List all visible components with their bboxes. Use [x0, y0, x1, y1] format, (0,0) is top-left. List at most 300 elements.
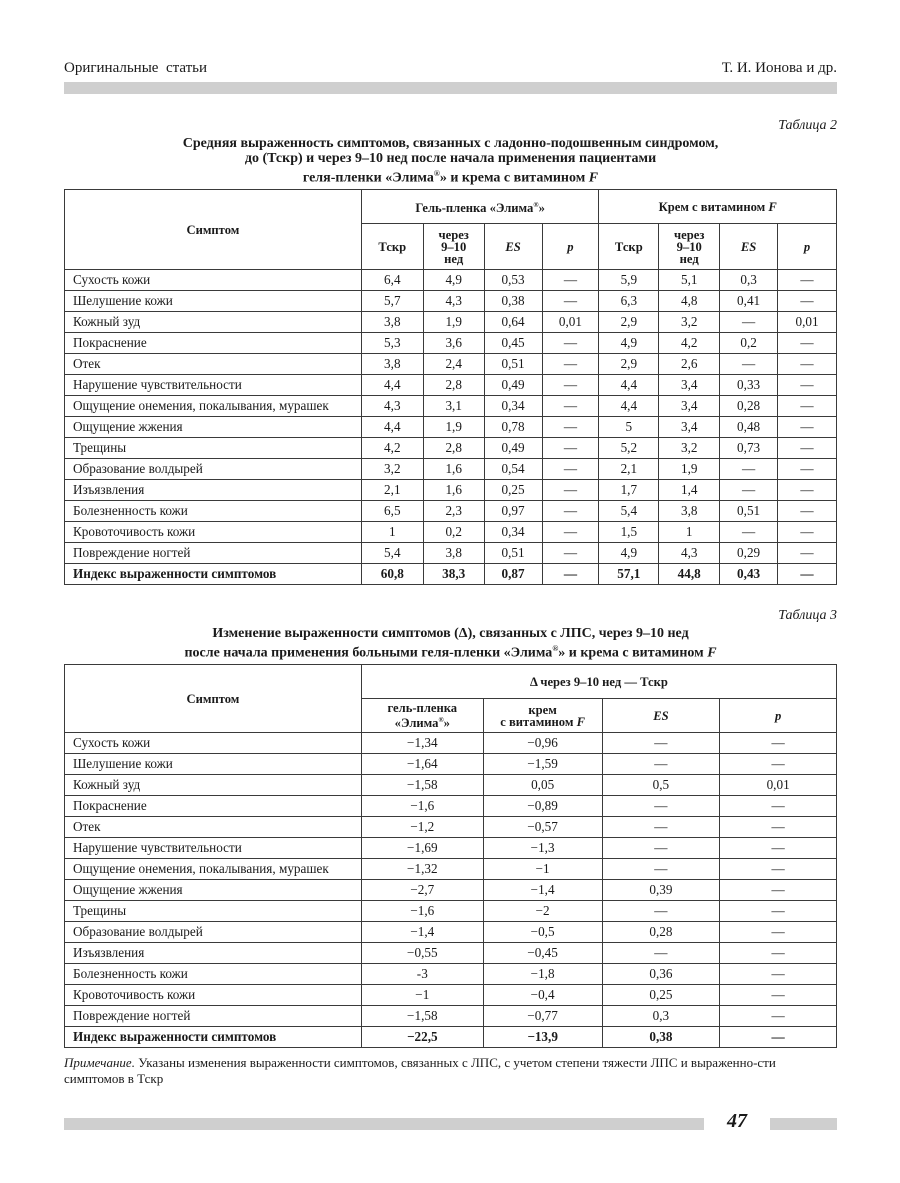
value-cell: 4,3: [423, 291, 484, 312]
value-cell: 2,9: [599, 354, 659, 375]
value-cell: —: [720, 522, 778, 543]
running-header: [64, 60, 837, 80]
value-cell: 0,3: [720, 270, 778, 291]
value-cell: —: [720, 1006, 837, 1027]
symptom-cell: Нарушение чувствительности: [65, 375, 362, 396]
symptom-cell: Повреждение ногтей: [65, 1006, 362, 1027]
symptom-cell: Трещины: [65, 901, 362, 922]
value-cell: —: [778, 417, 837, 438]
symptom-cell: Болезненность кожи: [65, 964, 362, 985]
value-cell: −0,55: [361, 943, 483, 964]
registered-mark: ®: [552, 644, 559, 653]
symptom-cell: Покраснение: [65, 333, 362, 354]
value-cell: —: [720, 754, 837, 775]
value-cell: —: [542, 459, 599, 480]
value-cell: −1,8: [483, 964, 602, 985]
value-cell: −0,77: [483, 1006, 602, 1027]
value-cell: —: [720, 985, 837, 1006]
value-cell: −0,45: [483, 943, 602, 964]
value-cell: —: [542, 564, 599, 585]
total-row: [65, 1027, 837, 1048]
value-cell: 1,9: [423, 312, 484, 333]
table3-title: [64, 626, 837, 661]
symptom-cell: Сухость кожи: [65, 733, 362, 754]
symptom-cell: Отек: [65, 817, 362, 838]
value-cell: 4,9: [599, 333, 659, 354]
value-cell: 4,3: [659, 543, 720, 564]
value-cell: 2,1: [361, 480, 423, 501]
value-cell: —: [602, 796, 720, 817]
journal-section: Оригинальные статьи: [64, 60, 208, 76]
value-cell: 0,34: [484, 396, 542, 417]
value-cell: −13,9: [483, 1027, 602, 1048]
value-cell: —: [542, 522, 599, 543]
table2-header-es-1: ES: [484, 224, 542, 270]
table3-title-f: F: [707, 645, 717, 661]
footer-rule-left: [64, 1118, 704, 1130]
value-cell: 0,25: [602, 985, 720, 1006]
value-cell: 5,1: [659, 270, 720, 291]
gel-col-line1: гель-пленка: [387, 700, 458, 715]
symptom-cell: Покраснение: [65, 796, 362, 817]
table3-header-delta: Δ через 9–10 нед — Тскр: [361, 665, 836, 699]
value-cell: 6,3: [599, 291, 659, 312]
table2-header-after-1: [423, 224, 484, 270]
value-cell: 4,8: [659, 291, 720, 312]
value-cell: −0,5: [483, 922, 602, 943]
value-cell: 0,49: [484, 438, 542, 459]
table-row: [65, 754, 837, 775]
after-line2: 9–10: [441, 239, 467, 254]
value-cell: —: [720, 838, 837, 859]
symptom-cell: Трещины: [65, 438, 362, 459]
table-row: [65, 943, 837, 964]
after-line2: 9–10: [676, 239, 702, 254]
table2-title-line1: Средняя выраженность симптомов, связанных с ладонно-подошвенным синдромом,: [182, 136, 719, 151]
value-cell: —: [720, 922, 837, 943]
table-row: [65, 354, 837, 375]
value-cell: 3,1: [423, 396, 484, 417]
value-cell: —: [720, 733, 837, 754]
value-cell: 5: [599, 417, 659, 438]
value-cell: —: [778, 522, 837, 543]
value-cell: 2,1: [599, 459, 659, 480]
value-cell: 4,4: [361, 375, 423, 396]
table-row: [65, 270, 837, 291]
gel-header-a: Гель-пленка «Элима: [415, 201, 534, 216]
value-cell: 6,4: [361, 270, 423, 291]
value-cell: −0,89: [483, 796, 602, 817]
value-cell: 3,8: [361, 354, 423, 375]
value-cell: —: [778, 438, 837, 459]
symptom-cell: Шелушение кожи: [65, 291, 362, 312]
after-line3: нед: [679, 251, 699, 266]
cream-col-b: с витамином: [500, 714, 577, 729]
gel-col-c: »: [443, 716, 450, 731]
table-row: [65, 838, 837, 859]
value-cell: 0,3: [602, 1006, 720, 1027]
symptom-cell: Шелушение кожи: [65, 754, 362, 775]
symptom-cell: Изъязвления: [65, 480, 362, 501]
value-cell: —: [542, 543, 599, 564]
after-line3: нед: [444, 251, 464, 266]
value-cell: −1,6: [361, 796, 483, 817]
value-cell: −1,32: [361, 859, 483, 880]
table-row: [65, 901, 837, 922]
value-cell: 0,39: [602, 880, 720, 901]
footer-rule-right: [770, 1118, 837, 1130]
table3-title-line2-b: » и крема с витамином: [558, 645, 708, 661]
value-cell: 0,2: [720, 333, 778, 354]
value-cell: −1,59: [483, 754, 602, 775]
value-cell: 0,64: [484, 312, 542, 333]
value-cell: 0,78: [484, 417, 542, 438]
value-cell: —: [542, 396, 599, 417]
value-cell: —: [602, 733, 720, 754]
value-cell: —: [778, 396, 837, 417]
value-cell: —: [542, 270, 599, 291]
table2-header-tskr-2: Тскр: [599, 224, 659, 270]
table2-header-after-2: [659, 224, 720, 270]
value-cell: 3,4: [659, 375, 720, 396]
table3: [64, 664, 837, 1048]
table3-note: [64, 1055, 837, 1087]
table3-header-es: ES: [602, 699, 720, 733]
table2-header-symptom: Симптом: [65, 190, 362, 270]
value-cell: 1,9: [659, 459, 720, 480]
table2-title-line3-a: геля-пленки «Элима: [302, 170, 434, 186]
value-cell: 0,34: [484, 522, 542, 543]
symptom-cell: Отек: [65, 354, 362, 375]
value-cell: 3,8: [361, 312, 423, 333]
table-row: [65, 1006, 837, 1027]
value-cell: 0,28: [602, 922, 720, 943]
value-cell: —: [720, 1027, 837, 1048]
value-cell: 0,05: [483, 775, 602, 796]
page-number: 47: [727, 1110, 747, 1132]
table2-header-p-1: p: [542, 224, 599, 270]
value-cell: 5,3: [361, 333, 423, 354]
gel-header-b: »: [538, 201, 545, 216]
table2-title: [64, 136, 837, 186]
value-cell: 1,9: [423, 417, 484, 438]
value-cell: −1,69: [361, 838, 483, 859]
symptom-cell: Нарушение чувствительности: [65, 838, 362, 859]
table2-header-es-2: ES: [720, 224, 778, 270]
value-cell: −1,64: [361, 754, 483, 775]
value-cell: —: [778, 480, 837, 501]
cream-col-line2: [488, 716, 598, 728]
value-cell: 0,01: [778, 312, 837, 333]
value-cell: 4,9: [599, 543, 659, 564]
value-cell: 2,6: [659, 354, 720, 375]
cream-header-a: Крем с витамином: [658, 199, 769, 214]
symptom-cell: Индекс выраженности симптомов: [65, 1027, 362, 1048]
value-cell: —: [542, 375, 599, 396]
value-cell: 3,8: [659, 501, 720, 522]
cream-col-f: F: [576, 714, 585, 729]
value-cell: —: [602, 859, 720, 880]
value-cell: 0,38: [602, 1027, 720, 1048]
value-cell: 2,8: [423, 438, 484, 459]
value-cell: —: [720, 480, 778, 501]
value-cell: —: [720, 859, 837, 880]
value-cell: 3,4: [659, 417, 720, 438]
note-label: Примечание.: [64, 1055, 135, 1070]
value-cell: −0,4: [483, 985, 602, 1006]
value-cell: −1,6: [361, 901, 483, 922]
value-cell: 38,3: [423, 564, 484, 585]
table-row: [65, 543, 837, 564]
value-cell: —: [542, 480, 599, 501]
table-row: [65, 480, 837, 501]
after-line1: через: [674, 227, 705, 242]
value-cell: 6,5: [361, 501, 423, 522]
value-cell: 1: [361, 522, 423, 543]
value-cell: —: [602, 901, 720, 922]
symptom-cell: Образование волдырей: [65, 922, 362, 943]
symptom-cell: Ощущение жжения: [65, 417, 362, 438]
value-cell: 3,6: [423, 333, 484, 354]
value-cell: 1,6: [423, 480, 484, 501]
value-cell: —: [778, 333, 837, 354]
table2-title-f: F: [588, 170, 599, 186]
table3-title-line2: [64, 641, 837, 661]
symptom-cell: Сухость кожи: [65, 270, 362, 291]
value-cell: —: [778, 270, 837, 291]
value-cell: —: [542, 438, 599, 459]
value-cell: 0,51: [484, 354, 542, 375]
value-cell: —: [602, 817, 720, 838]
table3-title-line2-a: после начала применения больными геля-пленки «Элима: [184, 645, 553, 661]
value-cell: —: [720, 796, 837, 817]
value-cell: 0,29: [720, 543, 778, 564]
value-cell: 0,43: [720, 564, 778, 585]
gel-col-b: «Элима: [394, 716, 439, 731]
value-cell: 5,7: [361, 291, 423, 312]
value-cell: 2,3: [423, 501, 484, 522]
value-cell: 1: [659, 522, 720, 543]
table-row: [65, 522, 837, 543]
value-cell: 0,45: [484, 333, 542, 354]
value-cell: —: [720, 901, 837, 922]
value-cell: 0,54: [484, 459, 542, 480]
value-cell: —: [778, 375, 837, 396]
value-cell: 0,49: [484, 375, 542, 396]
value-cell: 0,38: [484, 291, 542, 312]
table3-header-gel: [361, 699, 483, 733]
value-cell: 0,87: [484, 564, 542, 585]
value-cell: 5,2: [599, 438, 659, 459]
table-row: [65, 291, 837, 312]
table2: [64, 189, 837, 585]
table2-header-p-2: p: [778, 224, 837, 270]
table3-header-cream: [483, 699, 602, 733]
table-row: [65, 459, 837, 480]
symptom-cell: Индекс выраженности симптомов: [65, 564, 362, 585]
value-cell: 0,97: [484, 501, 542, 522]
value-cell: −1,58: [361, 1006, 483, 1027]
value-cell: 0,5: [602, 775, 720, 796]
value-cell: −2: [483, 901, 602, 922]
value-cell: —: [720, 817, 837, 838]
value-cell: —: [720, 964, 837, 985]
table3-label: Таблица 3: [778, 608, 837, 623]
value-cell: —: [602, 838, 720, 859]
table-row: [65, 985, 837, 1006]
value-cell: -3: [361, 964, 483, 985]
symptom-cell: Образование волдырей: [65, 459, 362, 480]
value-cell: −1: [361, 985, 483, 1006]
value-cell: —: [778, 543, 837, 564]
value-cell: —: [778, 501, 837, 522]
header-rule: [64, 82, 837, 94]
value-cell: −1,4: [483, 880, 602, 901]
table-row: [65, 733, 837, 754]
registered-mark: ®: [433, 169, 440, 178]
value-cell: 5,9: [599, 270, 659, 291]
value-cell: 2,4: [423, 354, 484, 375]
table3-header-symptom: Симптом: [65, 665, 362, 733]
value-cell: 4,4: [599, 396, 659, 417]
value-cell: —: [542, 417, 599, 438]
symptom-cell: Кожный зуд: [65, 775, 362, 796]
value-cell: −1,58: [361, 775, 483, 796]
value-cell: 44,8: [659, 564, 720, 585]
value-cell: 0,53: [484, 270, 542, 291]
value-cell: 0,01: [542, 312, 599, 333]
value-cell: −1: [483, 859, 602, 880]
table2-title-line3-b: » и крема с витамином: [439, 170, 589, 186]
value-cell: 60,8: [361, 564, 423, 585]
value-cell: —: [542, 291, 599, 312]
value-cell: 0,51: [484, 543, 542, 564]
value-cell: 3,2: [659, 312, 720, 333]
value-cell: 4,9: [423, 270, 484, 291]
value-cell: 3,8: [423, 543, 484, 564]
table2-header-gel: [361, 190, 599, 224]
total-row: [65, 564, 837, 585]
symptom-cell: Изъязвления: [65, 943, 362, 964]
table-row: [65, 964, 837, 985]
value-cell: —: [542, 354, 599, 375]
value-cell: 0,51: [720, 501, 778, 522]
cream-header-f: F: [768, 199, 777, 214]
value-cell: —: [720, 312, 778, 333]
value-cell: 3,2: [361, 459, 423, 480]
value-cell: −1,34: [361, 733, 483, 754]
table-row: [65, 817, 837, 838]
symptom-cell: Кожный зуд: [65, 312, 362, 333]
value-cell: 1,6: [423, 459, 484, 480]
value-cell: 57,1: [599, 564, 659, 585]
symptom-cell: Ощущение онемения, покалывания, мурашек: [65, 396, 362, 417]
after-line1: через: [438, 227, 469, 242]
symptom-cell: Ощущение онемения, покалывания, мурашек: [65, 859, 362, 880]
table-row: [65, 880, 837, 901]
value-cell: 1,4: [659, 480, 720, 501]
symptom-cell: Повреждение ногтей: [65, 543, 362, 564]
note-text: Указаны изменения выраженности симптомов, связанных с ЛПС, с учетом степени тяжести ЛПС и выраженно-сти симптомов в Тскр: [64, 1055, 776, 1086]
value-cell: 0,36: [602, 964, 720, 985]
value-cell: —: [720, 459, 778, 480]
value-cell: —: [542, 501, 599, 522]
table-row: [65, 501, 837, 522]
symptom-cell: Кровоточивость кожи: [65, 522, 362, 543]
value-cell: 5,4: [599, 501, 659, 522]
value-cell: 4,2: [659, 333, 720, 354]
value-cell: 2,9: [599, 312, 659, 333]
symptom-cell: Ощущение жжения: [65, 880, 362, 901]
registered-mark: ®: [533, 200, 539, 209]
table2-header-cream: [599, 190, 837, 224]
table-row: [65, 859, 837, 880]
value-cell: —: [602, 754, 720, 775]
table-row: [65, 396, 837, 417]
value-cell: −1,2: [361, 817, 483, 838]
value-cell: —: [778, 564, 837, 585]
table-row: [65, 333, 837, 354]
table2-title-line2: до (Тскр) и через 9–10 нед после начала применения пациентами: [244, 151, 657, 166]
value-cell: 0,48: [720, 417, 778, 438]
value-cell: —: [720, 880, 837, 901]
value-cell: 0,2: [423, 522, 484, 543]
table-row: [65, 922, 837, 943]
value-cell: 0,41: [720, 291, 778, 312]
value-cell: —: [778, 354, 837, 375]
value-cell: 0,33: [720, 375, 778, 396]
table3-title-line1: Изменение выраженности симптомов (Δ), связанных с ЛПС, через 9–10 нед: [212, 626, 689, 641]
value-cell: —: [602, 943, 720, 964]
value-cell: −1,3: [483, 838, 602, 859]
value-cell: 0,73: [720, 438, 778, 459]
table2-header-tskr-1: Тскр: [361, 224, 423, 270]
value-cell: 2,8: [423, 375, 484, 396]
cream-col-line1: крем: [528, 702, 557, 717]
value-cell: 4,4: [599, 375, 659, 396]
table-row: [65, 775, 837, 796]
article-authors: Т. И. Ионова и др.: [721, 60, 837, 76]
value-cell: 4,2: [361, 438, 423, 459]
value-cell: 0,25: [484, 480, 542, 501]
value-cell: —: [720, 354, 778, 375]
value-cell: —: [778, 291, 837, 312]
value-cell: —: [542, 333, 599, 354]
value-cell: 1,7: [599, 480, 659, 501]
gel-col-line2: [366, 714, 479, 729]
table-row: [65, 417, 837, 438]
value-cell: 3,2: [659, 438, 720, 459]
value-cell: 4,3: [361, 396, 423, 417]
value-cell: −1,4: [361, 922, 483, 943]
table-row: [65, 375, 837, 396]
value-cell: −2,7: [361, 880, 483, 901]
table-row: [65, 796, 837, 817]
symptom-cell: Болезненность кожи: [65, 501, 362, 522]
value-cell: 0,01: [720, 775, 837, 796]
symptom-cell: Кровоточивость кожи: [65, 985, 362, 1006]
registered-mark: ®: [438, 715, 444, 724]
table2-label: Таблица 2: [778, 118, 837, 133]
value-cell: 4,4: [361, 417, 423, 438]
value-cell: 0,28: [720, 396, 778, 417]
value-cell: —: [720, 943, 837, 964]
value-cell: 5,4: [361, 543, 423, 564]
value-cell: —: [778, 459, 837, 480]
value-cell: −0,96: [483, 733, 602, 754]
value-cell: 1,5: [599, 522, 659, 543]
table-row: [65, 438, 837, 459]
